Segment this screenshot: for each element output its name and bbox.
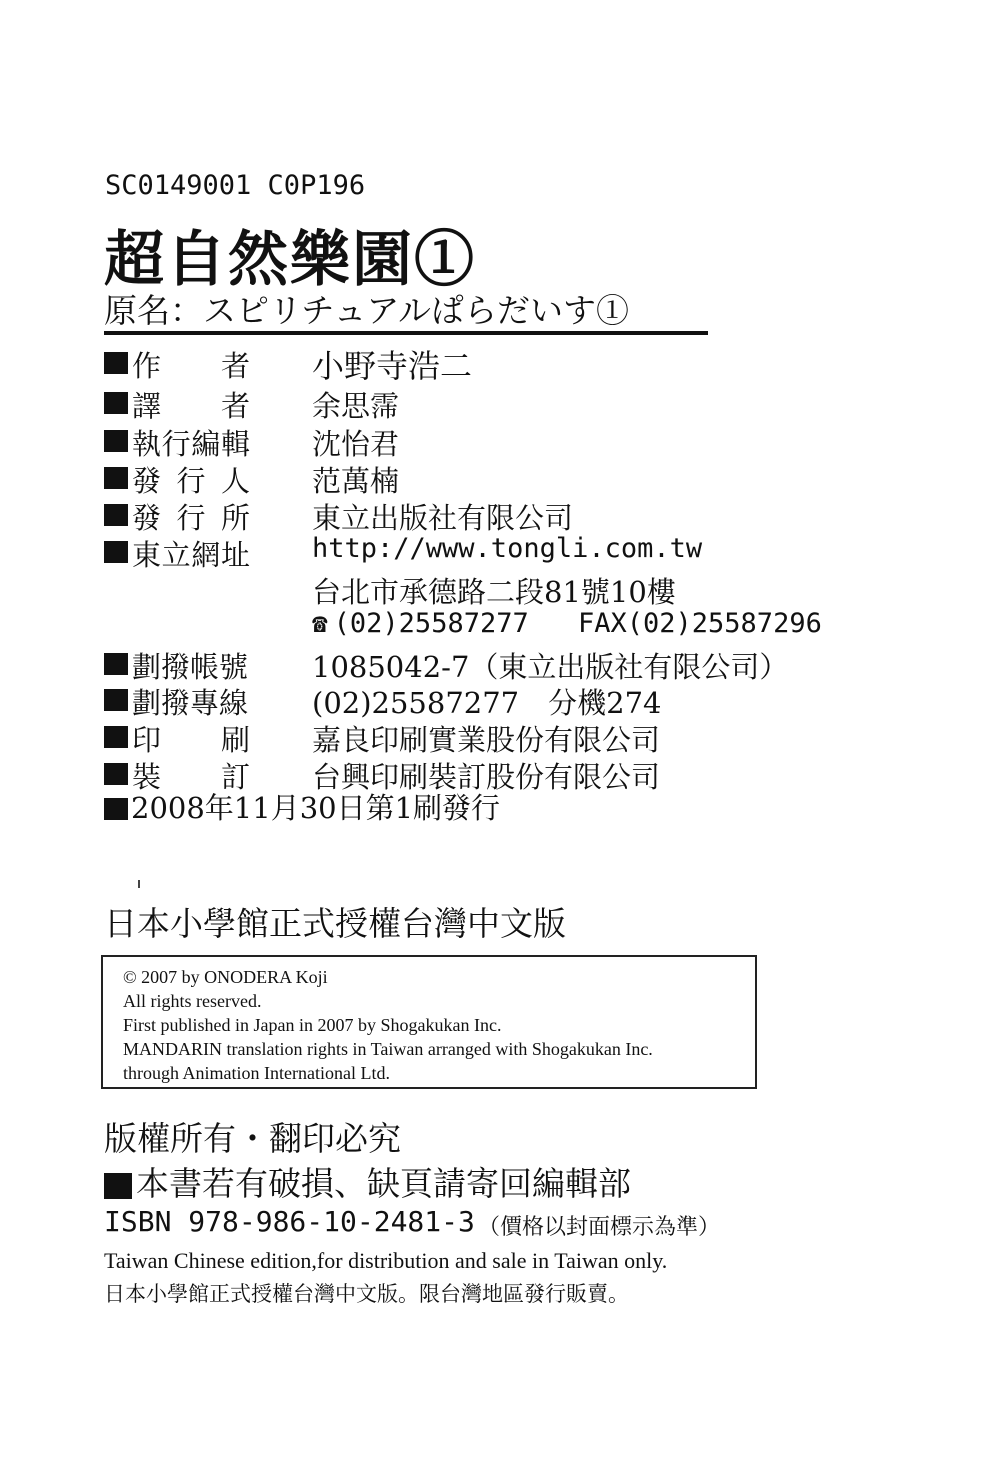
credit-row <box>104 344 824 385</box>
bullet-square <box>104 504 128 526</box>
credit-value: 沈怡君 <box>312 427 400 461</box>
credit-row <box>104 533 824 572</box>
credit-label: 印 刷 <box>132 723 250 757</box>
damaged-notice-text: 本書若有破損、缺頁請寄回編輯部 <box>136 1164 631 1203</box>
copyright-line: through Animation International Ltd. <box>123 1063 390 1083</box>
bullet-square <box>104 352 128 374</box>
credit-label: 東 立 網 址 <box>132 538 250 572</box>
credit-row <box>104 645 824 684</box>
bullet-square <box>104 763 128 785</box>
credit-value: 余思霈 <box>312 389 400 423</box>
website-url: http://www.tongli.com.tw <box>312 533 703 564</box>
damaged-notice <box>104 1158 631 1205</box>
credit-label: 執 行 編 輯 <box>132 427 250 461</box>
isbn: ISBN 978-986-10-2481-3 <box>104 1205 475 1238</box>
credit-value: 嘉良印刷實業股份有限公司 <box>312 723 661 757</box>
bullet-square <box>104 1173 132 1199</box>
title-divider <box>104 331 708 335</box>
copyright-box <box>101 955 757 1089</box>
copyright-line: First published in Japan in 2007 by Shogakukan Inc. <box>123 1015 502 1035</box>
credit-label: 劃撥帳號 <box>132 650 249 684</box>
credit-label: 劃撥專線 <box>132 686 249 720</box>
registration-mark <box>138 880 140 888</box>
bullet-square <box>104 392 128 414</box>
phone-text: (02)25587277 <box>333 608 529 639</box>
address: 台北市承德路二段81號10樓 <box>312 575 676 609</box>
distribution-note-en: Taiwan Chinese edition,for distribution and sale in Taiwan only. <box>104 1248 668 1273</box>
bullet-square <box>104 798 128 820</box>
credit-label: 發 行 人 <box>132 464 250 498</box>
credit-value: 小野寺浩二 <box>312 347 473 385</box>
fax-number: FAX(02)25587296 <box>578 608 822 639</box>
original-title: 原名：スピリチュアルぱらだいす① <box>104 291 630 330</box>
bullet-square <box>104 653 128 675</box>
credit-value: 1085042-7（東立出版社有限公司） <box>312 650 789 684</box>
credit-value: 台興印刷裝訂股份有限公司 <box>312 760 661 794</box>
book-title: 超自然樂園① <box>104 225 476 295</box>
phone-number <box>312 608 529 639</box>
bullet-square <box>104 726 128 748</box>
credit-value: 東立出版社有限公司 <box>312 501 574 535</box>
rights-reserved: 版權所有・翻印必究 <box>104 1119 401 1158</box>
credit-label: 作 者 <box>132 349 250 383</box>
copyright-line: All rights reserved. <box>123 991 262 1011</box>
authorization-line: 日本小學館正式授權台灣中文版 <box>104 904 566 943</box>
credit-row <box>104 496 824 535</box>
credit-label: 裝 訂 <box>132 760 250 794</box>
credit-row <box>104 422 824 461</box>
bullet-square <box>104 541 128 563</box>
copyright-line: © 2007 by ONODERA Koji <box>123 967 328 987</box>
bullet-square <box>104 467 128 489</box>
credit-label: 發 行 所 <box>132 501 250 535</box>
bullet-square <box>104 689 128 711</box>
first-print-text: 2008年11月30日第1刷發行 <box>131 791 501 825</box>
credit-row <box>104 718 824 757</box>
credit-row <box>104 681 824 720</box>
credit-row <box>104 384 824 423</box>
first-print-date <box>104 786 500 827</box>
credit-label: 譯 者 <box>132 389 250 423</box>
address-row <box>104 570 824 609</box>
contact-row <box>104 608 824 644</box>
product-codes: SC0149001 C0P196 <box>105 170 366 201</box>
credit-value: 范萬楠 <box>312 464 400 498</box>
distribution-note-zh: 日本小學館正式授權台灣中文版。限台灣地區發行販賣。 <box>104 1282 629 1306</box>
telephone-icon: ☎ <box>312 609 328 639</box>
credit-row <box>104 459 824 498</box>
price-note: （價格以封面標示為準） <box>478 1215 721 1240</box>
bullet-square <box>104 430 128 452</box>
credit-value: (02)25587277 分機274 <box>312 686 662 720</box>
copyright-line: MANDARIN translation rights in Taiwan arranged with Shogakukan Inc. <box>123 1039 653 1059</box>
